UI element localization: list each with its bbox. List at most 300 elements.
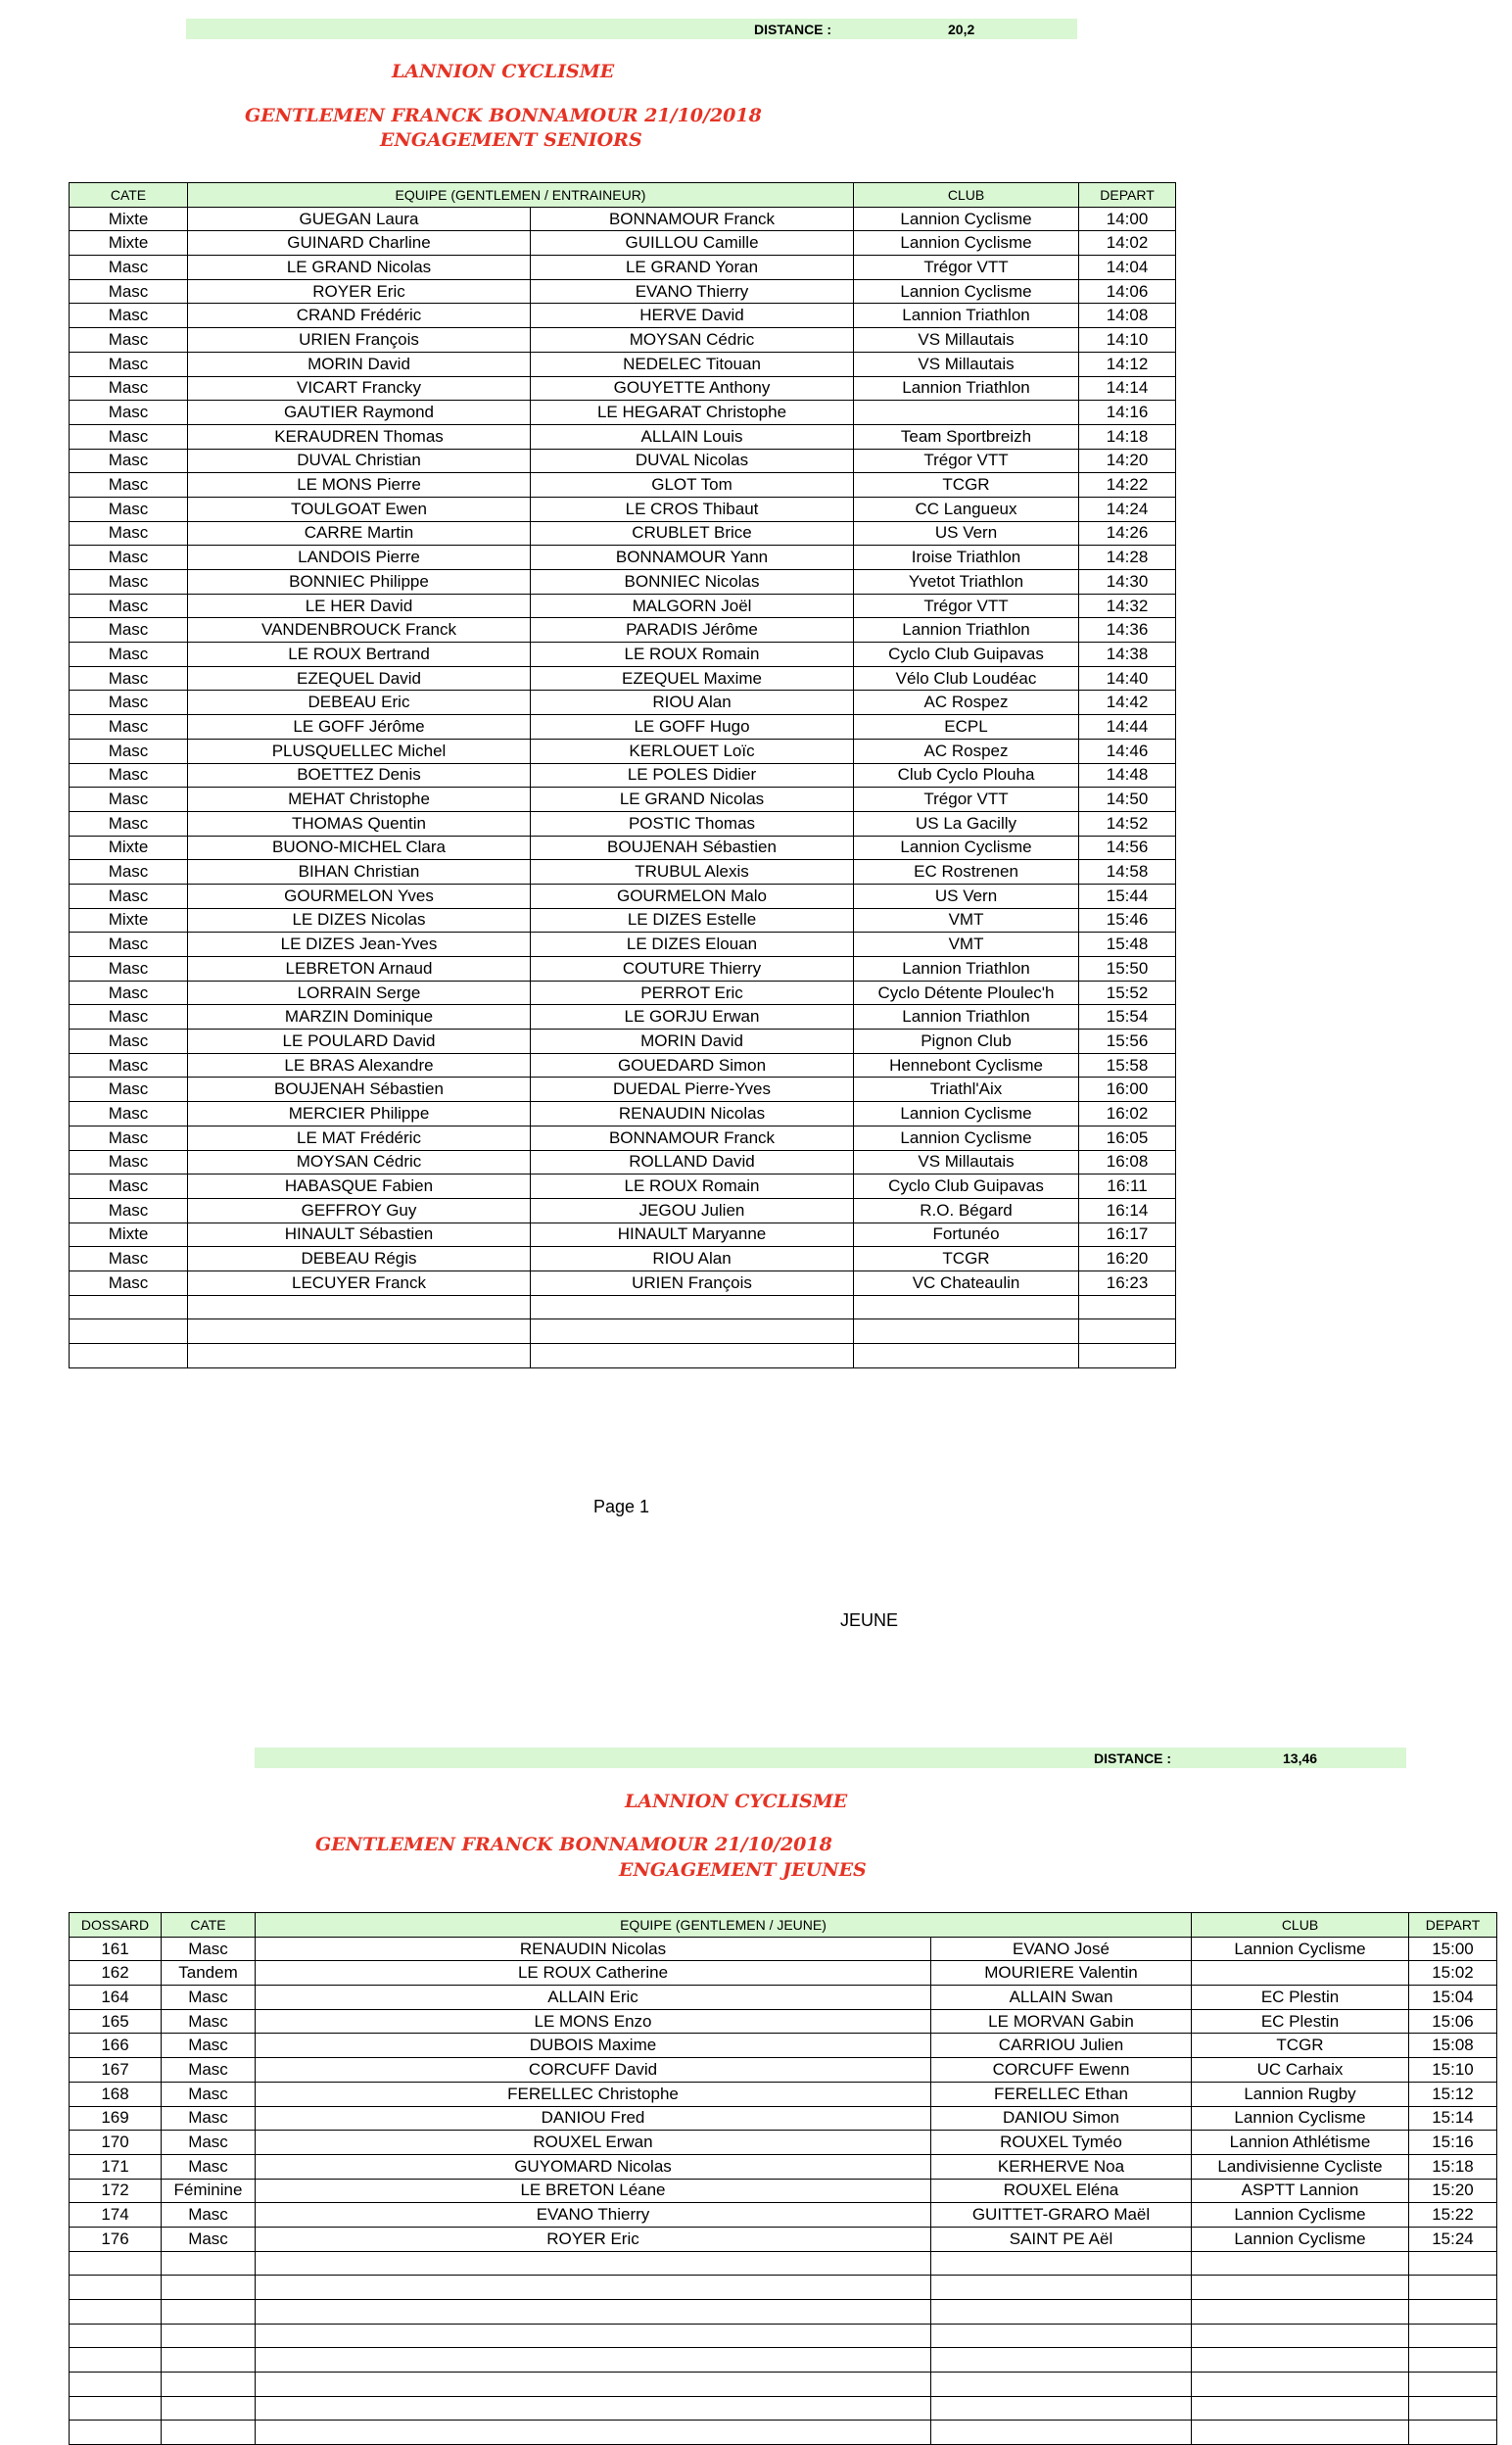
table-row	[70, 1150, 1176, 1175]
cell-dossard: 174	[70, 2203, 162, 2228]
cell-entraineur: MOYSAN Cédric	[531, 328, 854, 353]
cell-gentleman: DEBEAU Régis	[188, 1247, 531, 1271]
cell-dossard	[70, 2276, 162, 2300]
cell-entraineur: BONNIEC Nicolas	[531, 570, 854, 595]
cell-entraineur: BONNAMOUR Franck	[531, 1126, 854, 1150]
cell-entraineur: RIOU Alan	[531, 691, 854, 715]
table-row	[70, 2034, 1497, 2058]
cell-cate	[162, 2276, 256, 2300]
table-row	[70, 2421, 1497, 2445]
cell-depart	[1079, 1295, 1176, 1319]
cell-depart: 15:20	[1409, 2179, 1497, 2203]
table-row	[70, 376, 1176, 401]
cell-depart: 14:50	[1079, 788, 1176, 812]
cell-entraineur: LE CROS Thibaut	[531, 497, 854, 521]
cell-gentleman: DANIOU Fred	[256, 2106, 931, 2131]
cell-cate: Masc	[70, 739, 188, 763]
table-row	[70, 643, 1176, 667]
cell-cate: Masc	[70, 763, 188, 788]
cell-gentleman: MARZIN Dominique	[188, 1005, 531, 1030]
cell-depart: 14:04	[1079, 256, 1176, 280]
cell-gentleman: CRAND Frédéric	[188, 304, 531, 328]
cell-entraineur: BONNAMOUR Franck	[531, 207, 854, 231]
cell-entraineur: LE GOFF Hugo	[531, 715, 854, 740]
cell-cate: Masc	[162, 2203, 256, 2228]
cell-cate	[70, 1295, 188, 1319]
cell-gentleman: LE HER David	[188, 594, 531, 618]
cell-jeune: KERHERVE Noa	[931, 2154, 1192, 2179]
cell-club: EC Plestin	[1192, 2009, 1409, 2034]
cell-cate	[162, 2300, 256, 2325]
table-header-row	[70, 183, 1176, 208]
cell-club: Lannion Triathlon	[854, 376, 1079, 401]
distance-label: DISTANCE :	[1094, 1750, 1172, 1766]
cell-cate: Masc	[70, 1005, 188, 1030]
cell-entraineur: LE GRAND Nicolas	[531, 788, 854, 812]
cell-depart: 16:14	[1079, 1198, 1176, 1222]
cell-dossard	[70, 2421, 162, 2445]
cell-entraineur: PARADIS Jérôme	[531, 618, 854, 643]
table-row	[70, 1344, 1176, 1368]
table-row	[70, 473, 1176, 498]
table-row	[70, 424, 1176, 449]
cell-cate: Masc	[162, 2009, 256, 2034]
cell-entraineur: LE POLES Didier	[531, 763, 854, 788]
cell-club: Cyclo Détente Ploulec'h	[854, 981, 1079, 1005]
table-row	[70, 1053, 1176, 1078]
table-row	[70, 2131, 1497, 2155]
cell-gentleman	[188, 1319, 531, 1344]
cell-club: Lannion Triathlon	[854, 618, 1079, 643]
cell-club: Cyclo Club Guipavas	[854, 1175, 1079, 1199]
cell-cate: Masc	[70, 788, 188, 812]
cell-depart: 15:54	[1079, 1005, 1176, 1030]
cell-gentleman: HINAULT Sébastien	[188, 1222, 531, 1247]
cell-club	[1192, 2300, 1409, 2325]
cell-club: Trégor VTT	[854, 788, 1079, 812]
table-row	[70, 2106, 1497, 2131]
cell-gentleman: DUVAL Christian	[188, 449, 531, 473]
club-title: LANNION CYCLISME	[625, 1791, 848, 1812]
table-row	[70, 449, 1176, 473]
cell-gentleman	[256, 2324, 931, 2348]
table-row	[70, 933, 1176, 957]
cell-jeune	[931, 2276, 1192, 2300]
cell-depart	[1409, 2324, 1497, 2348]
cell-club: Lannion Cyclisme	[1192, 1937, 1409, 1961]
cell-dossard	[70, 2396, 162, 2421]
cell-cate: Masc	[70, 811, 188, 836]
cell-depart: 14:32	[1079, 594, 1176, 618]
table-row	[70, 788, 1176, 812]
cell-club: Cyclo Club Guipavas	[854, 643, 1079, 667]
cell-cate: Masc	[70, 1102, 188, 1127]
cell-depart: 15:44	[1079, 884, 1176, 908]
cell-cate: Masc	[70, 401, 188, 425]
cell-club: Iroise Triathlon	[854, 546, 1079, 570]
cell-dossard	[70, 2348, 162, 2373]
cell-depart: 14:08	[1079, 304, 1176, 328]
cell-depart: 15:46	[1079, 908, 1176, 933]
cell-entraineur: LE GORJU Erwan	[531, 1005, 854, 1030]
cell-cate: Masc	[70, 570, 188, 595]
cell-gentleman: GUEGAN Laura	[188, 207, 531, 231]
cell-depart: 14:00	[1079, 207, 1176, 231]
cell-club: AC Rospez	[854, 691, 1079, 715]
cell-cate: Masc	[70, 957, 188, 982]
cell-club: Lannion Cyclisme	[1192, 2106, 1409, 2131]
cell-gentleman: ROUXEL Erwan	[256, 2131, 931, 2155]
cell-cate: Masc	[70, 1150, 188, 1175]
cell-club	[1192, 2373, 1409, 2397]
cell-gentleman: LANDOIS Pierre	[188, 546, 531, 570]
cell-dossard: 166	[70, 2034, 162, 2058]
table-row	[70, 2251, 1497, 2276]
cell-club	[1192, 2348, 1409, 2373]
cell-cate: Masc	[70, 1053, 188, 1078]
cell-jeune	[931, 2324, 1192, 2348]
cell-club	[1192, 1961, 1409, 1986]
cell-dossard: 162	[70, 1961, 162, 1986]
cell-jeune: ROUXEL Eléna	[931, 2179, 1192, 2203]
cell-club: Pignon Club	[854, 1030, 1079, 1054]
cell-entraineur	[531, 1344, 854, 1368]
cell-club	[1192, 2251, 1409, 2276]
cell-depart: 15:08	[1409, 2034, 1497, 2058]
table-row	[70, 256, 1176, 280]
table-row	[70, 2227, 1497, 2251]
cell-entraineur: KERLOUET Loïc	[531, 739, 854, 763]
cell-gentleman: LECUYER Franck	[188, 1270, 531, 1295]
cell-cate: Masc	[70, 1175, 188, 1199]
table-row	[70, 884, 1176, 908]
cell-cate: Masc	[70, 594, 188, 618]
cell-jeune: FERELLEC Ethan	[931, 2082, 1192, 2106]
cell-gentleman: CORCUFF David	[256, 2058, 931, 2083]
cell-cate	[162, 2348, 256, 2373]
cell-gentleman: GUYOMARD Nicolas	[256, 2154, 931, 2179]
table-row	[70, 304, 1176, 328]
cell-club: Lannion Cyclisme	[854, 207, 1079, 231]
cell-jeune	[931, 2348, 1192, 2373]
subtitle: ENGAGEMENT SENIORS	[380, 129, 642, 151]
cell-gentleman	[188, 1344, 531, 1368]
header-equipe: EQUIPE (GENTLEMEN / ENTRAINEUR)	[188, 183, 854, 208]
distance-value: 20,2	[948, 22, 975, 37]
table-row	[70, 328, 1176, 353]
cell-club: CC Langueux	[854, 497, 1079, 521]
table-row	[70, 1078, 1176, 1102]
cell-club: Lannion Cyclisme	[1192, 2227, 1409, 2251]
cell-depart: 14:40	[1079, 666, 1176, 691]
cell-entraineur: MORIN David	[531, 1030, 854, 1054]
cell-depart: 14:02	[1079, 231, 1176, 256]
cell-cate: Masc	[162, 2034, 256, 2058]
cell-dossard: 171	[70, 2154, 162, 2179]
table-row	[70, 279, 1176, 304]
cell-depart: 16:02	[1079, 1102, 1176, 1127]
table-row	[70, 2154, 1497, 2179]
cell-entraineur: LE HEGARAT Christophe	[531, 401, 854, 425]
cell-depart: 14:28	[1079, 546, 1176, 570]
cell-club: Landivisienne Cycliste	[1192, 2154, 1409, 2179]
cell-dossard: 172	[70, 2179, 162, 2203]
cell-jeune	[931, 2251, 1192, 2276]
table-row	[70, 618, 1176, 643]
header-depart: DEPART	[1079, 183, 1176, 208]
cell-depart	[1409, 2373, 1497, 2397]
cell-depart: 14:06	[1079, 279, 1176, 304]
cell-depart: 14:18	[1079, 424, 1176, 449]
table-row	[70, 860, 1176, 885]
distance-label: DISTANCE :	[754, 22, 832, 37]
cell-cate: Féminine	[162, 2179, 256, 2203]
cell-cate	[162, 2251, 256, 2276]
cell-club: EC Rostrenen	[854, 860, 1079, 885]
cell-gentleman: BOETTEZ Denis	[188, 763, 531, 788]
cell-gentleman: TOULGOAT Ewen	[188, 497, 531, 521]
cell-gentleman: FERELLEC Christophe	[256, 2082, 931, 2106]
cell-club: Lannion Triathlon	[854, 957, 1079, 982]
distance-bar-jeunes	[255, 1748, 1406, 1768]
cell-cate: Masc	[162, 2154, 256, 2179]
cell-depart: 15:22	[1409, 2203, 1497, 2228]
cell-entraineur: POSTIC Thomas	[531, 811, 854, 836]
table-row	[70, 1102, 1176, 1127]
table-row	[70, 352, 1176, 376]
cell-club	[854, 1295, 1079, 1319]
table-row	[70, 1319, 1176, 1344]
cell-cate: Masc	[162, 1937, 256, 1961]
cell-club: Lannion Rugby	[1192, 2082, 1409, 2106]
cell-depart	[1409, 2421, 1497, 2445]
cell-depart: 15:58	[1079, 1053, 1176, 1078]
sheet-label: JEUNE	[840, 1610, 899, 1630]
seniors-table	[69, 182, 1176, 1368]
cell-club: Lannion Triathlon	[854, 304, 1079, 328]
cell-gentleman: EVANO Thierry	[256, 2203, 931, 2228]
cell-depart: 15:04	[1409, 1986, 1497, 2010]
jeunes-table	[69, 1912, 1497, 2445]
cell-club	[854, 401, 1079, 425]
cell-depart: 15:56	[1079, 1030, 1176, 1054]
cell-entraineur: DUEDAL Pierre-Yves	[531, 1078, 854, 1102]
cell-club: Lannion Cyclisme	[854, 279, 1079, 304]
header-depart: DEPART	[1409, 1913, 1497, 1938]
cell-gentleman: GOURMELON Yves	[188, 884, 531, 908]
cell-gentleman: BIHAN Christian	[188, 860, 531, 885]
cell-depart: 15:10	[1409, 2058, 1497, 2083]
cell-gentleman	[256, 2421, 931, 2445]
cell-gentleman	[256, 2396, 931, 2421]
table-row	[70, 2300, 1497, 2325]
table-row	[70, 1222, 1176, 1247]
cell-cate: Masc	[70, 1030, 188, 1054]
cell-dossard	[70, 2324, 162, 2348]
cell-entraineur: URIEN François	[531, 1270, 854, 1295]
table-row	[70, 2373, 1497, 2397]
cell-cate: Masc	[70, 328, 188, 353]
cell-depart	[1409, 2276, 1497, 2300]
cell-club: Yvetot Triathlon	[854, 570, 1079, 595]
cell-cate: Masc	[162, 2227, 256, 2251]
cell-gentleman: LE ROUX Bertrand	[188, 643, 531, 667]
table-row	[70, 836, 1176, 860]
cell-depart: 14:56	[1079, 836, 1176, 860]
cell-gentleman: DEBEAU Eric	[188, 691, 531, 715]
cell-club: Fortunéo	[854, 1222, 1079, 1247]
table-row	[70, 1937, 1497, 1961]
cell-depart: 15:16	[1409, 2131, 1497, 2155]
cell-dossard: 176	[70, 2227, 162, 2251]
table-row	[70, 2179, 1497, 2203]
cell-dossard: 168	[70, 2082, 162, 2106]
cell-jeune: CARRIOU Julien	[931, 2034, 1192, 2058]
cell-depart	[1079, 1319, 1176, 1344]
cell-gentleman: GEFFROY Guy	[188, 1198, 531, 1222]
cell-depart: 14:12	[1079, 352, 1176, 376]
cell-cate: Masc	[70, 1078, 188, 1102]
cell-club: Lannion Triathlon	[854, 1005, 1079, 1030]
cell-depart: 14:48	[1079, 763, 1176, 788]
table-row	[70, 1270, 1176, 1295]
header-equipe: EQUIPE (GENTLEMEN / JEUNE)	[256, 1913, 1192, 1938]
cell-gentleman	[256, 2276, 931, 2300]
cell-jeune: GUITTET-GRARO Maël	[931, 2203, 1192, 2228]
club-title: LANNION CYCLISME	[392, 61, 615, 82]
cell-club: Lannion Cyclisme	[1192, 2203, 1409, 2228]
cell-cate: Masc	[70, 1198, 188, 1222]
cell-gentleman: KERAUDREN Thomas	[188, 424, 531, 449]
cell-depart: 14:22	[1079, 473, 1176, 498]
cell-entraineur: GLOT Tom	[531, 473, 854, 498]
cell-cate: Masc	[70, 1270, 188, 1295]
cell-club: US Vern	[854, 521, 1079, 546]
cell-cate: Masc	[70, 256, 188, 280]
cell-club: VS Millautais	[854, 1150, 1079, 1175]
cell-cate	[70, 1319, 188, 1344]
cell-entraineur: BOUJENAH Sébastien	[531, 836, 854, 860]
cell-club: Lannion Cyclisme	[854, 836, 1079, 860]
cell-entraineur: RENAUDIN Nicolas	[531, 1102, 854, 1127]
cell-jeune: CORCUFF Ewenn	[931, 2058, 1192, 2083]
table-row	[70, 715, 1176, 740]
cell-depart: 16:11	[1079, 1175, 1176, 1199]
cell-gentleman: LE GRAND Nicolas	[188, 256, 531, 280]
cell-entraineur: LE DIZES Estelle	[531, 908, 854, 933]
event-title: GENTLEMEN FRANCK BONNAMOUR 21/10/2018	[245, 105, 762, 126]
cell-club: VS Millautais	[854, 328, 1079, 353]
event-title: GENTLEMEN FRANCK BONNAMOUR 21/10/2018	[315, 1834, 832, 1855]
cell-cate: Masc	[70, 715, 188, 740]
cell-cate: Masc	[162, 2131, 256, 2155]
cell-depart: 15:48	[1079, 933, 1176, 957]
cell-club: VC Chateaulin	[854, 1270, 1079, 1295]
cell-depart: 14:10	[1079, 328, 1176, 353]
cell-gentleman: BUONO-MICHEL Clara	[188, 836, 531, 860]
cell-cate: Masc	[70, 376, 188, 401]
cell-gentleman: BONNIEC Philippe	[188, 570, 531, 595]
cell-entraineur: GOUEDARD Simon	[531, 1053, 854, 1078]
cell-club: Trégor VTT	[854, 449, 1079, 473]
cell-dossard: 165	[70, 2009, 162, 2034]
cell-club: VMT	[854, 908, 1079, 933]
cell-depart: 15:12	[1409, 2082, 1497, 2106]
cell-gentleman	[256, 2300, 931, 2325]
cell-gentleman: MERCIER Philippe	[188, 1102, 531, 1127]
cell-dossard	[70, 2251, 162, 2276]
cell-cate: Tandem	[162, 1961, 256, 1986]
table-row	[70, 1126, 1176, 1150]
cell-club	[1192, 2276, 1409, 2300]
table-row	[70, 1175, 1176, 1199]
cell-gentleman: LE GOFF Jérôme	[188, 715, 531, 740]
cell-depart: 14:14	[1079, 376, 1176, 401]
table-row	[70, 546, 1176, 570]
cell-gentleman: HABASQUE Fabien	[188, 1175, 531, 1199]
cell-cate: Masc	[70, 1126, 188, 1150]
header-cate: CATE	[162, 1913, 256, 1938]
cell-entraineur: MALGORN Joël	[531, 594, 854, 618]
header-cate: CATE	[70, 183, 188, 208]
cell-depart: 14:42	[1079, 691, 1176, 715]
cell-depart: 14:20	[1079, 449, 1176, 473]
cell-cate: Masc	[70, 521, 188, 546]
cell-entraineur: LE ROUX Romain	[531, 1175, 854, 1199]
cell-depart: 15:50	[1079, 957, 1176, 982]
cell-dossard	[70, 2300, 162, 2325]
page-label: Page 1	[593, 1497, 650, 1516]
cell-entraineur: HERVE David	[531, 304, 854, 328]
cell-cate: Masc	[70, 424, 188, 449]
cell-cate: Mixte	[70, 908, 188, 933]
cell-club: Team Sportbreizh	[854, 424, 1079, 449]
cell-cate: Mixte	[70, 836, 188, 860]
cell-depart: 14:16	[1079, 401, 1176, 425]
cell-gentleman: LE DIZES Jean-Yves	[188, 933, 531, 957]
cell-club: Vélo Club Loudéac	[854, 666, 1079, 691]
cell-entraineur	[531, 1295, 854, 1319]
cell-depart: 14:24	[1079, 497, 1176, 521]
cell-cate: Masc	[70, 618, 188, 643]
table-row	[70, 1961, 1497, 1986]
table-row	[70, 594, 1176, 618]
cell-entraineur: GOURMELON Malo	[531, 884, 854, 908]
cell-gentleman: LE MAT Frédéric	[188, 1126, 531, 1150]
cell-entraineur: GOUYETTE Anthony	[531, 376, 854, 401]
cell-gentleman: EZEQUEL David	[188, 666, 531, 691]
cell-entraineur	[531, 1319, 854, 1344]
cell-gentleman: VICART Francky	[188, 376, 531, 401]
cell-depart	[1409, 2300, 1497, 2325]
cell-gentleman: LE ROUX Catherine	[256, 1961, 931, 1986]
cell-club: Trégor VTT	[854, 256, 1079, 280]
cell-club: US La Gacilly	[854, 811, 1079, 836]
cell-depart: 16:08	[1079, 1150, 1176, 1175]
cell-entraineur: DUVAL Nicolas	[531, 449, 854, 473]
cell-entraineur: NEDELEC Titouan	[531, 352, 854, 376]
cell-gentleman: DUBOIS Maxime	[256, 2034, 931, 2058]
cell-entraineur: LE GRAND Yoran	[531, 256, 854, 280]
cell-gentleman	[256, 2251, 931, 2276]
table-row	[70, 2324, 1497, 2348]
cell-depart: 15:52	[1079, 981, 1176, 1005]
cell-depart: 14:44	[1079, 715, 1176, 740]
cell-jeune	[931, 2300, 1192, 2325]
cell-depart	[1079, 1344, 1176, 1368]
cell-depart: 15:02	[1409, 1961, 1497, 1986]
cell-club	[1192, 2396, 1409, 2421]
